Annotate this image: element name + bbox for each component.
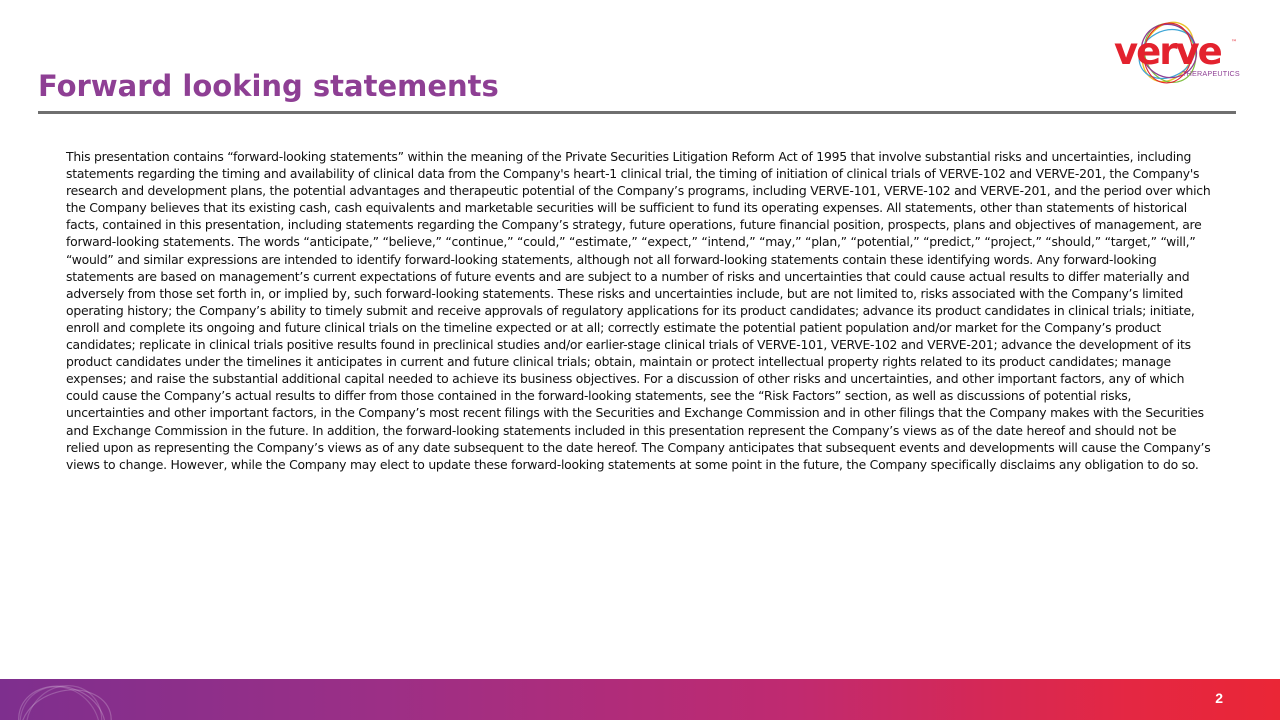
slide-title: Forward looking statements (38, 69, 499, 103)
page-number: 2 (1215, 690, 1223, 706)
footer-swirl-decoration (0, 679, 140, 720)
logo-tagline: THERAPEUTICS (1182, 69, 1240, 78)
forward-looking-statement-body: This presentation contains “forward-looking statements” within the meaning of the Private Securities Litigation Reform Act of 1995 that involve substantial risks and uncertainties, including statements regarding the timing and availability of clinical data from the Company's heart-1 clinical trial, the timing of initiation of clinical trials of VERVE-102 and VERVE-201, the Company's research and development plans, the potential advantages and therapeutic potential of the Company’s programs, including VERVE-101, VERVE-102 and VERVE-201, and the period over which the Company believes that its existing cash, cash equivalents and marketable securities will be sufficient to fund its operating expenses. All statements, other than statements of historical facts, contained in this presentation, including statements regarding the Company’s strategy, future operations, future financial position, prospects, plans and objectives of management, are forward-looking statements. The words “anticipate,” “believe,” “continue,” “could,” “estimate,” “expect,” “intend,” “may,” “plan,” “potential,” “predict,” “project,” “should,” “target,” “will,” “would” and similar expressions are intended to identify forward-looking statements, although not all forward-looking statements contain these identifying words. Any forward-looking statements are based on management’s current expectations of future events and are subject to a number of risks and uncertainties that could cause actual results to differ materially and adversely from those set forth in, or implied by, such forward-looking statements. These risks and uncertainties include, but are not limited to, risks associated with the Company’s limited operating history; the Company’s ability to timely submit and receive approvals of regulatory applications for its product candidates; advance its product candidates in clinical trials; initiate, enroll and complete its ongoing and future clinical trials on the timeline expected or at all; correctly estimate the potential patient population and/or market for the Company’s product candidates; replicate in clinical trials positive results found in preclinical studies and/or earlier-stage clinical trials of VERVE-101, VERVE-102 and VERVE-201; advance the development of its product candidates under the timelines it anticipates in current and future clinical trials; obtain, maintain or protect intellectual property rights related to its product candidates; manage expenses; and raise the substantial additional capital needed to achieve its business objectives. For a discussion of other risks and uncertainties, and other important factors, any of which could cause the Company’s actual results to differ from those contained in the forward-looking statements, see the “Risk Factors” section, as well as discussions of potential risks, uncertainties and other important factors, in the Company’s most recent filings with the Securities and Exchange Commission and in other filings that the Company makes with the Securities and Exchange Commission in the future. In addition, the forward-looking statements included in this presentation represent the Company’s views as of the date hereof and should not be relied upon as representing the Company’s views as of any date subsequent to the date hereof. The Company anticipates that subsequent events and developments will cause the Company’s views to change. However, while the Company may elect to update these forward-looking statements at some point in the future, the Company specifically disclaims any obligation to do so. (66, 149, 1211, 472)
logo-trademark: ™ (1231, 39, 1237, 46)
footer-band (0, 679, 1280, 720)
title-divider (38, 111, 1236, 114)
logo-word: verve (1114, 30, 1221, 73)
verve-therapeutics-logo (1112, 18, 1244, 94)
